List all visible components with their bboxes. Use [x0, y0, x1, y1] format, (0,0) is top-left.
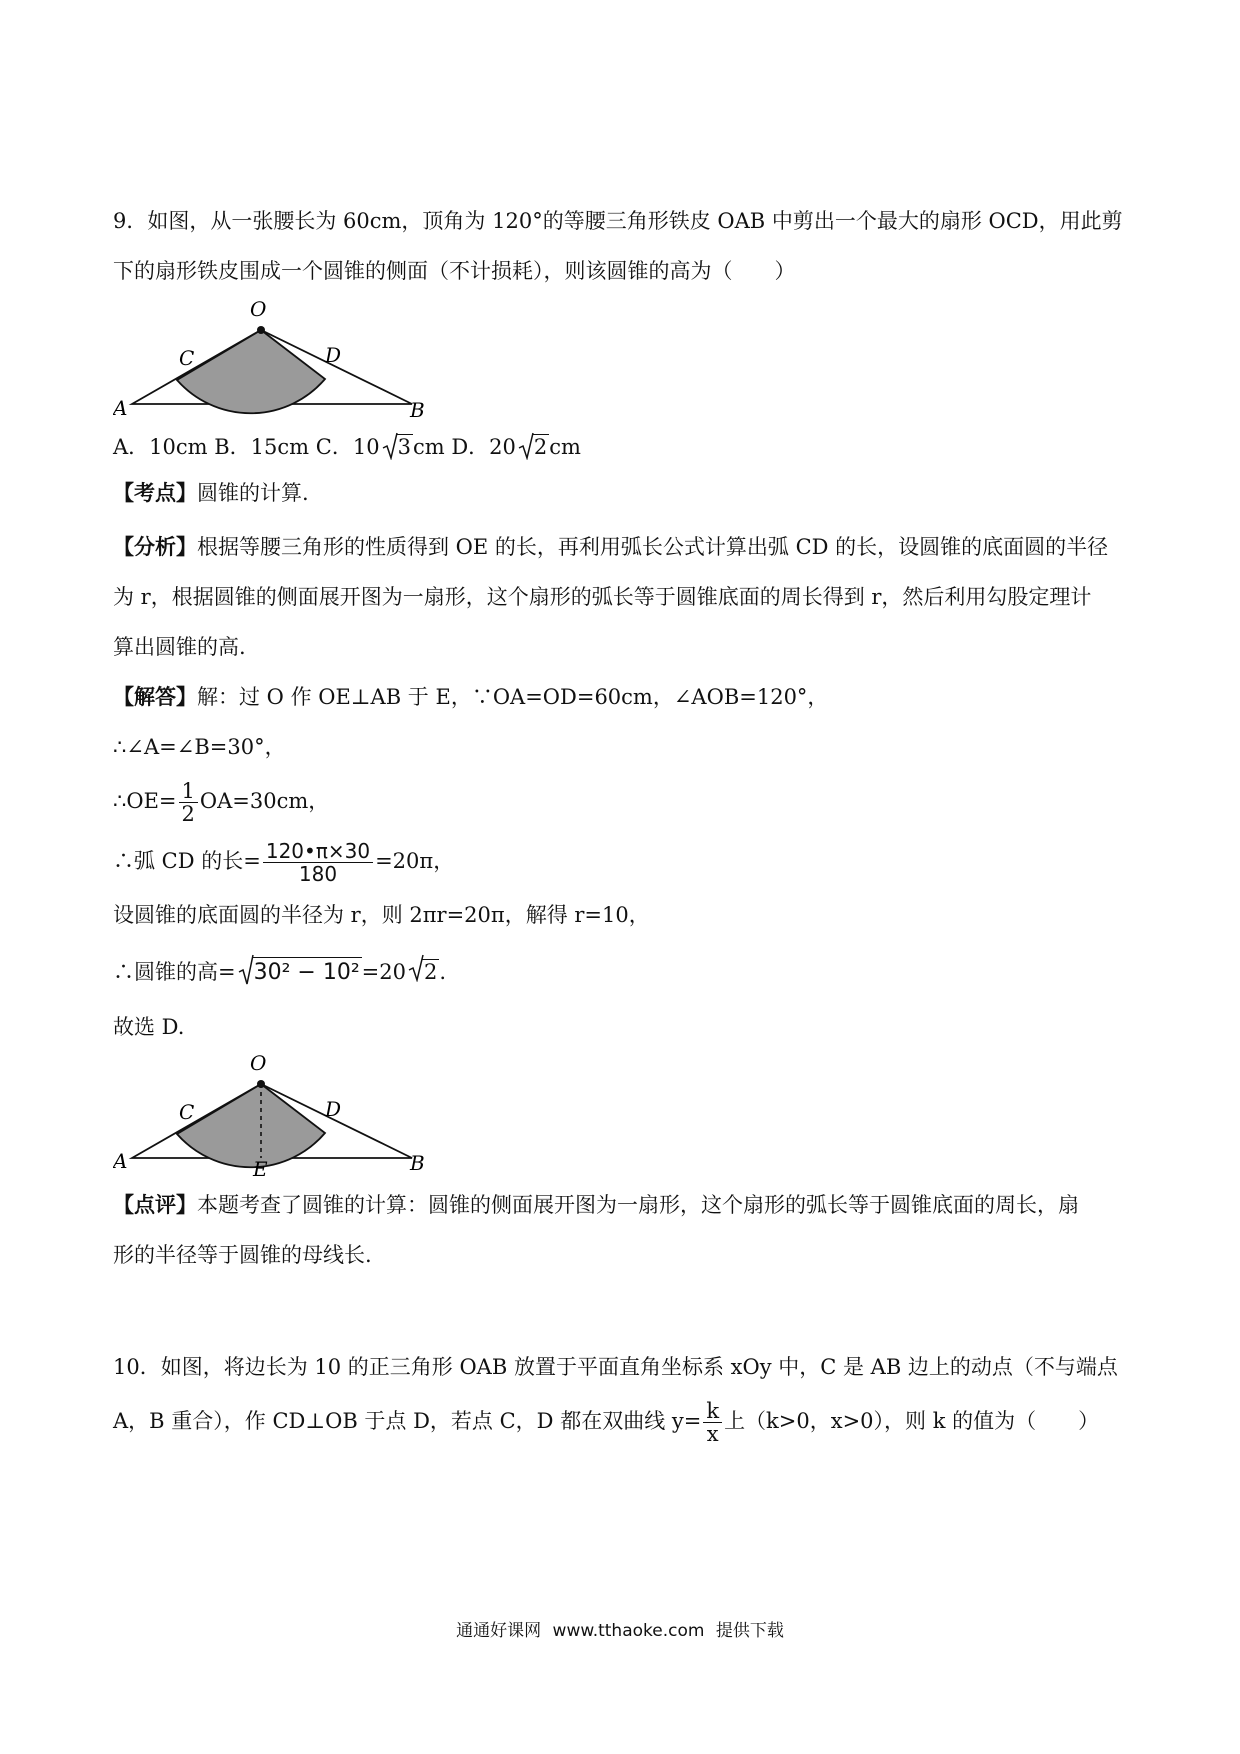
fenxi-label: 【分析】 — [113, 534, 197, 559]
kaodian-text: 圆锥的计算. — [197, 481, 309, 505]
footer-tail: 提供下载 — [715, 1621, 784, 1641]
q9-jieda-line-7: 故选 D. — [113, 1015, 185, 1039]
q9-stem-line-1: 9．如图，从一张腰长为 60cm，顶角为 120°的等腰三角形铁皮 OAB 中剪出一个最大的扇形 OCD，用此剪 — [113, 209, 1123, 233]
label-d: D — [325, 1097, 342, 1121]
option-a: A．10cm — [113, 435, 208, 459]
q9-fenxi-line-2: 为 r，根据圆锥的侧面展开图为一扇形，这个扇形的弧长等于圆锥底面的周长得到 r，然后利用勾股定理计 — [113, 585, 1092, 609]
option-c-prefix: C．10 — [315, 435, 380, 459]
option-d-radicand: 2 — [533, 435, 548, 459]
option-d-prefix: D．20 — [451, 435, 516, 459]
label-e: E — [253, 1157, 268, 1176]
q10-stem-line-1: 10．如图，将边长为 10 的正三角形 OAB 放置于平面直角坐标系 xOy 中，C 是 AB 边上的动点（不与端点 — [113, 1355, 1118, 1379]
option-c-sqrt — [382, 432, 413, 462]
q9-dianping-line-2: 形的半径等于圆锥的母线长. — [113, 1243, 372, 1267]
jieda3-suffix: OA=30cm， — [199, 789, 330, 813]
option-d — [451, 435, 581, 459]
fenxi-text-1: 根据等腰三角形的性质得到 OE 的长，再利用弧长公式计算出弧 CD 的长，设圆锥的底面圆的半径 — [197, 535, 1109, 559]
q9-kaodian — [113, 478, 309, 508]
q9-dianping-line-1 — [113, 1190, 1079, 1220]
fraction-denominator: 180 — [298, 862, 338, 886]
jieda-text-1: 解：过 O 作 OE⊥AB 于 E，∵OA=OD=60cm，∠AOB=120°， — [197, 685, 829, 709]
jieda6-prefix: ∴圆锥的高= — [113, 960, 236, 984]
page-footer — [0, 1616, 1240, 1641]
dianping-label: 【点评】 — [113, 1192, 197, 1217]
jieda6-suffix: . — [439, 960, 447, 984]
jieda-label: 【解答】 — [113, 684, 197, 709]
label-a: A — [113, 396, 128, 420]
q10-stem2-prefix: A，B 重合），作 CD⊥OB 于点 D，若点 C，D 都在双曲线 y= — [113, 1409, 702, 1433]
label-d: D — [325, 343, 342, 367]
fraction-denominator: 2 — [181, 802, 195, 826]
fraction-numerator: 120•π×30 — [263, 840, 373, 863]
jieda6-mid: =20 — [361, 960, 406, 984]
option-b: B．15cm — [214, 435, 310, 459]
label-o: O — [250, 1051, 267, 1075]
q9-jieda-line-3 — [113, 778, 329, 825]
point-o — [257, 1080, 265, 1088]
dianping-text-1: 本题考查了圆锥的计算：圆锥的侧面展开图为一扇形，这个扇形的弧长等于圆锥底面的周长，扇 — [197, 1193, 1079, 1217]
q9-jieda-line-1 — [113, 682, 828, 712]
option-c-suffix: cm — [412, 435, 445, 459]
q9-jieda-line-6 — [113, 954, 446, 990]
height-sqrt — [238, 954, 362, 990]
q9-jieda-line-5: 设圆锥的底面圆的半径为 r，则 2πr=20π，解得 r=10， — [113, 903, 650, 927]
fraction-denominator: x — [706, 1422, 719, 1446]
height-radicand: 30² − 10² — [252, 957, 362, 988]
result-sqrt — [408, 954, 439, 990]
jieda3-prefix: ∴OE= — [113, 789, 177, 813]
option-d-sqrt — [518, 432, 549, 462]
footer-url[interactable]: www.tthaoke.com — [552, 1621, 705, 1641]
fraction-arc-length — [263, 840, 373, 885]
footer-site: 通通好课网 — [456, 1621, 542, 1641]
fraction-numerator: 1 — [179, 780, 198, 803]
sector-ocd — [177, 1084, 325, 1167]
q9-figure-solution — [113, 1046, 433, 1176]
q10-stem2-suffix: 上（k>0，x>0），则 k 的值为（ ） — [724, 1409, 1100, 1433]
jieda4-prefix: ∴弧 CD 的长= — [113, 849, 261, 873]
q9-jieda-line-2: ∴∠A=∠B=30°， — [113, 735, 286, 759]
result-radicand: 2 — [423, 960, 438, 984]
q9-stem-line-2: 下的扇形铁皮围成一个圆锥的侧面（不计损耗），则该圆锥的高为（ ） — [113, 259, 796, 283]
label-c: C — [179, 1100, 195, 1124]
q9-options — [113, 432, 581, 462]
point-o — [257, 326, 265, 334]
sector-ocd — [177, 330, 325, 413]
label-b: B — [410, 398, 425, 422]
label-a: A — [113, 1149, 128, 1173]
q9-fenxi-line-1 — [113, 532, 1108, 562]
q9-figure-sector — [113, 290, 433, 422]
option-c-radicand: 3 — [397, 435, 411, 459]
option-d-suffix: cm — [549, 435, 581, 459]
fraction-one-half — [179, 780, 198, 825]
q9-jieda-line-4 — [113, 838, 454, 885]
label-b: B — [410, 1151, 425, 1175]
kaodian-label: 【考点】 — [113, 480, 197, 505]
label-c: C — [179, 346, 195, 370]
fraction-numerator: k — [703, 1400, 722, 1423]
fraction-k-over-x — [703, 1400, 722, 1445]
jieda4-suffix: =20π， — [375, 849, 455, 873]
option-c — [316, 435, 452, 459]
label-o: O — [250, 297, 267, 321]
q9-fenxi-line-3: 算出圆锥的高. — [113, 635, 246, 659]
q10-stem-line-2 — [113, 1396, 1099, 1446]
